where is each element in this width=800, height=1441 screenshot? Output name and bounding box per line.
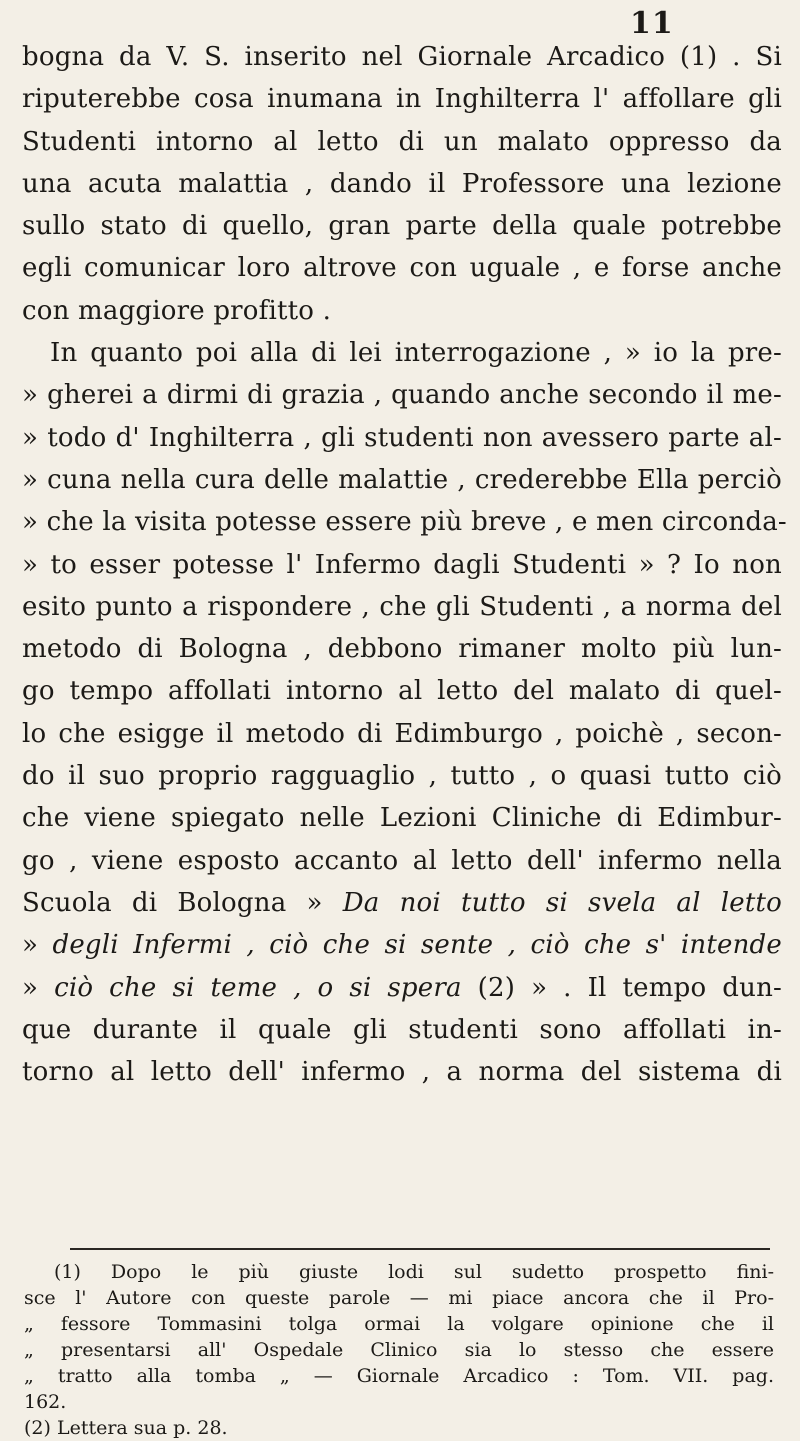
body-line: torno al letto dell' infermo , a norma del sistema di xyxy=(22,1057,782,1088)
body-line: bogna da V. S. inserito nel Giornale Arcadico (1) . Si xyxy=(22,42,782,72)
footnote-divider xyxy=(70,1248,770,1250)
body-line: con maggiore profitto . xyxy=(22,295,332,326)
quoted-italic-line xyxy=(22,967,782,1009)
quotation-line: » che la visita potesse essere più breve , e men circonda- xyxy=(22,507,787,538)
quotation-line: » todo d' Inghilterra , gli studenti non avessero parte al- xyxy=(22,422,782,453)
footnote-line: sce l' Autore con queste parole — mi piace ancora che il Pro- xyxy=(24,1287,774,1309)
body-line: sullo stato di quello, gran parte della quale potrebbe xyxy=(22,211,782,242)
body-line: lo che esigge il metodo di Edimburgo , poichè , secon- xyxy=(22,718,782,749)
body-line: Studenti intorno al letto di un malato oppresso da xyxy=(22,126,782,157)
body-line: una acuta malattia , dando il Professore una lezione xyxy=(22,168,782,199)
body-line: egli comunicar loro altrove con uguale , e forse anche xyxy=(22,253,782,284)
body-line: que durante il quale gli studenti sono affollati in- xyxy=(22,1014,782,1045)
quoted-italic-line xyxy=(22,882,782,924)
body-line: esito punto a rispondere , che gli Studenti , a norma del xyxy=(22,591,782,622)
footnote-line: „ presentarsi all' Ospedale Clinico sia lo stesso che essere xyxy=(24,1339,774,1361)
paragraph-start-line: In quanto poi alla di lei interrogazione , » io la pre- xyxy=(50,338,782,369)
body-text-run: (2) » . Il tempo dun- xyxy=(461,972,783,1003)
body-line: metodo di Bologna , debbono rimaner molto più lun- xyxy=(22,634,782,665)
quotation-line: » gherei a dirmi di grazia , quando anche secondo il me- xyxy=(22,380,782,411)
body-text-run: » xyxy=(22,972,55,1003)
footnote-line: (1) Dopo le più giuste lodi sul sudetto prospetto fini- xyxy=(54,1261,774,1283)
page-number: 11 xyxy=(630,6,674,41)
footnote-line: 162. xyxy=(24,1391,67,1413)
body-line: go , viene esposto accanto al letto dell' infermo nella xyxy=(22,845,782,876)
body-text-run: » xyxy=(22,930,53,961)
body-line: do il suo proprio ragguaglio , tutto , o quasi tutto ciò xyxy=(22,761,782,792)
body-line: go tempo affollati intorno al letto del malato di quel- xyxy=(22,676,782,707)
italic-quote-run: Da noi tutto si svela al letto xyxy=(342,887,782,918)
body-line: che viene spiegato nelle Lezioni Cliniche di Edimbur- xyxy=(22,803,782,834)
footnote-line: (2) Lettera sua p. 28. xyxy=(24,1417,228,1439)
quoted-italic-line xyxy=(22,924,782,966)
body-text xyxy=(22,36,787,1093)
quotation-line: » cuna nella cura delle malattie , crederebbe Ella perciò xyxy=(22,464,782,495)
body-line: riputerebbe cosa inumana in Inghilterra l' affollare gli xyxy=(22,84,782,115)
quotation-line: » to esser potesse l' Infermo dagli Studenti » ? Io non xyxy=(22,549,782,580)
italic-quote-run: ciò che si teme , o si spera xyxy=(54,972,462,1003)
footnote-line: „ tratto alla tomba „ — Giornale Arcadico : Tom. VII. pag. xyxy=(24,1365,774,1387)
footnote-line: „ fessore Tommasini tolga ormai la volgare opinione che il xyxy=(24,1313,774,1335)
italic-quote-run: degli Infermi , ciò che si sente , ciò che s' intende xyxy=(52,930,782,961)
footnotes xyxy=(24,1259,774,1441)
body-text-run: Scuola di Bologna » xyxy=(22,887,343,918)
